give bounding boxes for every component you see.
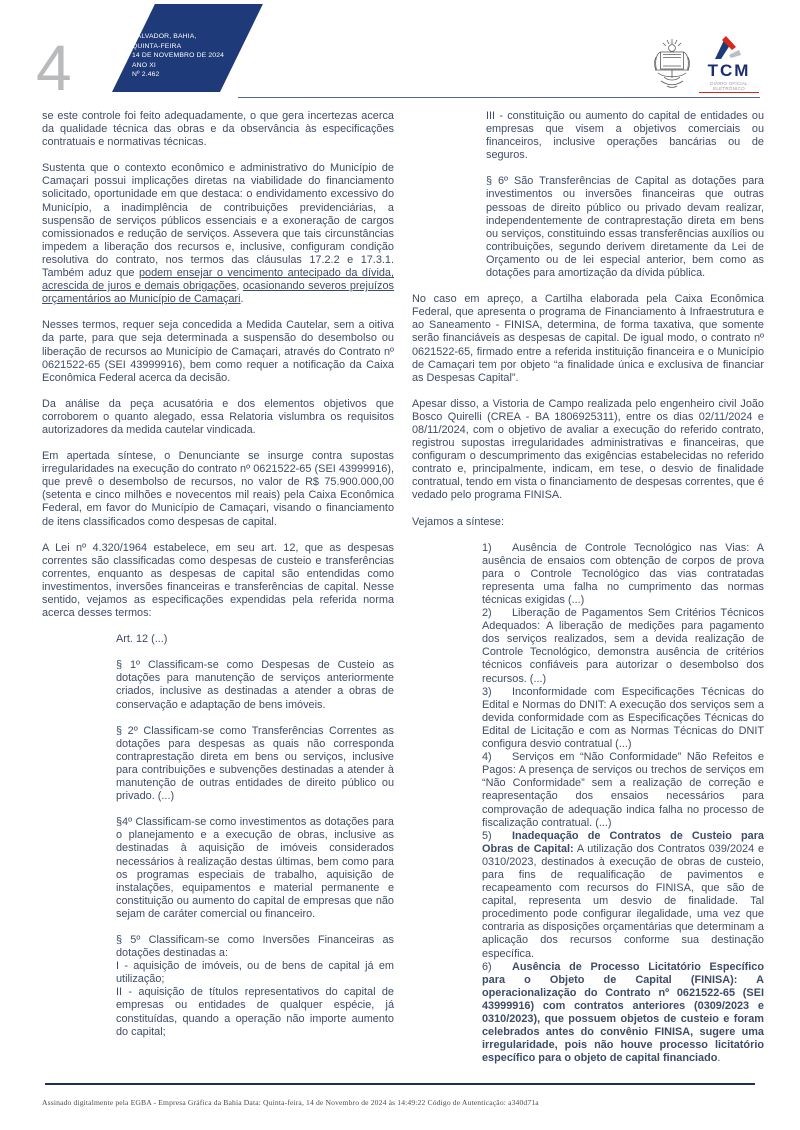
text-run: § 2º Classificam-se como Transferências Correntes as dotações para despesas as quais não corresponda contraprestação direta em bens ou serviços, inclusive para contribuições e subvenções destinadas a atender à manutenção de outras entidades de direito público ou privado. (...) <box>116 724 394 803</box>
text-run: Ausência de Controle Tecnológico nas Vias: A ausência de ensaios com obtenção de corpos de prova para o Controle Tecnológico das vias contratadas representa uma falha no cumprimento das normas técnicas exigidas (...) <box>482 541 764 606</box>
text-run: Da análise da peça acusatória e dos elementos objetivos que corroborem o quanto alegado, essa Relatoria vislumbra os requisitos autorizadores da medida cautelar vindicada. <box>42 397 394 436</box>
bahia-coat-of-arms-icon <box>651 37 693 92</box>
quote-block <box>412 175 764 280</box>
list-item <box>412 686 764 751</box>
text-run: Serviços em “Não Conformidade” Não Refeitos e Pagos: A presença de serviços ou trechos de serviços em “Não Conformidade” sem a realização de correção e reapresentação dos ensaios necessários para comprovação de adequação indica falha no processo de fiscalização contratual. (...) <box>482 751 764 829</box>
text-run: podem ensejar o vencimento antecipado da dívida, acrescida de juros e demais obrigações <box>42 267 394 293</box>
paragraph <box>412 293 764 385</box>
text-run: Nesses termos, requer seja concedida a Medida Cautelar, sem a oitiva da parte, para que seja determinada a suspensão do desembolso ou liberação de recursos ao Município de Camaçari, através do Contrato nº 0621522-65 (SEI 43999916), bem como requer a notificação da Caixa Econômica Federal acerca da decisão. <box>42 319 394 384</box>
tcm-subtitle: DIÁRIO OFICIAL ELETRÔNICO <box>699 81 759 94</box>
dateline-line: Nº 2.462 <box>132 71 160 79</box>
quote-block <box>42 816 394 921</box>
paragraph <box>42 450 394 529</box>
text-run: §4º Classificam-se como investimentos as dotações para o planejamento e a execução de obras, inclusive as destinadas à aquisição de imóveis considerados necessários à realização destas últimas, bem como para os programas especiais de trabalho, aquisição de instalações, equipamentos e material permanente e constituição ou aumento do capital de empresas que não sejam de caráter comercial ou financeiro. <box>116 816 394 920</box>
text-run: Liberação de Pagamentos Sem Critérios Técnicos Adequados: A liberação de medições para pagamento dos serviços realizados, sem a devida realização de Controle Tecnológico, demonstra ausência de critérios técnicos confiáveis para autorizar o desembolso dos recursos. (...) <box>482 607 764 685</box>
quote-block <box>42 934 394 960</box>
text-run: III - constituição ou aumento do capital de entidades ou empresas que visem a objetivos comerciais ou financeiros, inclusive operações bancárias ou de seguros. <box>486 110 764 162</box>
text-run: § 5º Classificam-se como Inversões Financeiras as dotações destinadas a: <box>116 933 394 960</box>
paragraph <box>42 319 394 384</box>
quote-block <box>412 110 764 162</box>
right-column <box>412 110 764 1065</box>
list-item-number: 4) <box>482 751 492 764</box>
text-run: II - aquisição de títulos representativos do capital de empresas ou entidades de qualquer espécie, já constituídas, quando a operação não importe aumento do capital; <box>116 986 394 1038</box>
quote-block <box>42 986 394 1038</box>
dateline-line: ANO XI <box>132 61 156 69</box>
paragraph <box>412 398 764 503</box>
text-run: No caso em apreço, a Cartilha elaborada pela Caixa Econômica Federal, que apresenta o programa de Financiamento à Infraestrutura e ao Saneamento - FINISA, determina, de forma taxativa, que somente serão financiáveis as despesas de capital. De igual modo, o contrato nº 0621522-65, firmado entre a referida instituição financeira e o Município de Camaçari tem por objeto “a finalidade única e exclusiva de financiar as Despesas Capital”. <box>412 293 764 384</box>
signature-line: Assinado digitalmente pela EGBA - Empresa Gráfica da Bahia Data: Quinta-feira, 14 de Novembro de 2024 às 14:49:22 Código de Autenticação: a340d71a <box>42 1098 539 1107</box>
tcm-logo-icon <box>714 36 744 61</box>
footer-divider <box>45 1083 755 1085</box>
text-run: . <box>240 293 244 306</box>
text-run: se este controle foi feito adequadamente, o que gera incertezas acerca da qualidade técnica das obras e da observância às especificações contratuais e normativas técnicas. <box>42 110 394 149</box>
list-item <box>412 961 764 1066</box>
dateline-line: SALVADOR, BAHIA, <box>132 33 197 40</box>
text-run: Inadequação de Contratos de Custeio para Obras de Capital: <box>482 829 764 855</box>
list-item-number: 6) <box>482 960 492 973</box>
paragraph <box>42 542 394 621</box>
text-run: § 1º Classificam-se como Despesas de Custeio as dotações para manutenção de serviços anteriormente criados, inclusive as destinadas a atender a obras de conservação e adaptação de bens imóveis. <box>116 659 394 711</box>
list-item <box>412 830 764 961</box>
left-column <box>42 110 394 1065</box>
paragraph <box>42 110 394 149</box>
text-run: , <box>236 280 243 293</box>
text-run: ocasionando severos prejuízos orçamentários ao Município de Camaçari <box>42 280 395 306</box>
tcm-wordmark: TCM <box>707 61 751 80</box>
text-run: Em apertada síntese, o Denunciante se insurge contra supostas irregularidades na execução do contrato nº 0621522-65 (SEI 43999916), que prevê o desembolso de recursos, no valor de R$ 75.900.000,00 (setenta e cinco milhões e novecentos mil reais) pela Caixa Econômica Federal, em favor do Município de Camaçari, visando o financiamento de itens classificados como despesas de capital. <box>42 450 394 528</box>
text-run: I - aquisição de imóveis, ou de bens de capital já em utilização; <box>116 960 394 986</box>
list-item <box>412 607 764 686</box>
paragraph <box>412 516 764 529</box>
paragraph <box>42 162 394 306</box>
quote-block <box>42 725 394 804</box>
text-run: Sustenta que o contexto econômico e administrativo do Município de Camaçari possui implicações diretas na viabilidade do financiamento solicitado, oportunidade em que destaca: o endividamento excessivo do Município, a inadimplência de contribuições previdenciárias, a suspensão de serviços públicos essenciais e a exoneração de cargos comissionados e redução de serviços. Assevera que tais circunstâncias impedem a liberação dos recursos e, inclusive, configuram condição resolutiva do contrato, nos termos das cláusulas 17.2.2 e 17.3.1. Também aduz que <box>42 162 394 280</box>
list-item-number: 2) <box>482 607 492 620</box>
quote-block <box>42 659 394 711</box>
text-run: Vejamos a síntese: <box>412 515 505 528</box>
text-run: Inconformidade com Especificações Técnicas do Edital e Normas do DNIT: A execução dos serviços sem a devida conformidade com as Especificações Técnicas do Edital de Licitação e com as Normas Técnicas do DNIT configura desvio contratual (...) <box>482 685 764 751</box>
date-banner-text <box>132 32 242 80</box>
header-divider <box>238 97 760 98</box>
text-run: Art. 12 (...) <box>116 633 168 646</box>
list-item-number: 1) <box>482 541 492 554</box>
tcm-logo <box>699 36 759 93</box>
text-run: A Lei nº 4.320/1964 estabelece, em seu art. 12, que as despesas correntes são classificadas como despesas de custeio e transferências correntes, enquanto as despesas de capital são entendidas como investimentos, inversões financeiras e transferências de capital. Nesse sentido, vejamos as especificações expendidas pela referida norma acerca desses termos: <box>42 541 394 620</box>
document-body <box>42 110 764 1065</box>
list-item-number: 3) <box>482 685 492 698</box>
dateline-line: QUINTA-FEIRA <box>132 42 182 50</box>
list-item <box>412 542 764 607</box>
paragraph <box>42 398 394 437</box>
text-run: A utilização dos Contratos 039/2024 e 0310/2023, destinados à execução de obras de custeio, para fins de requalificação de pavimentos e recapeamento com recursos do FINISA, que são de capital, representa um desvio de finalidade. Tal procedimento pode configurar ilegalidade, uma vez que contraria as disposições orçamentárias que determinam a aplicação dos recursos conforme sua destinação específica. <box>482 842 764 960</box>
list-item-number: 5) <box>482 829 492 842</box>
page-footer <box>42 1098 758 1107</box>
text-run: Ausência de Processo Licitatório Específico para o Objeto de Capital (FINISA): A operacionalização do Contrato nº 0621522-65 (SEI 43999916) com contratos anteriores (0309/2023 e 0310/2023), que possuem objetos de custeio e foram celebrados antes do convênio FINISA, sugere uma irregularidade, pois não houve processo licitatório específico para o objeto de capital financiado <box>482 960 764 1065</box>
page-number: 4 <box>36 32 72 104</box>
text-run: . <box>717 1052 721 1065</box>
list-item <box>412 751 764 830</box>
text-run: Apesar disso, a Vistoria de Campo realizada pelo engenheiro civil João Bosco Quirelli (CREA - BA 1806925311), entre os dias 02/11/2024 e 08/11/2024, com o objetivo de avaliar a execução do referido contrato, registrou supostas irregularidades administrativas e financeiras, que configuram o descumprimento das exigências estabelecidas no referido contrato e, principalmente, indicam, em tese, o desvio de finalidade contratual, tendo em vista o financiamento de despesas correntes, que é vedado pelo programa FINISA. <box>412 397 764 502</box>
quote-block <box>42 633 394 646</box>
quote-block <box>42 960 394 986</box>
text-run: § 6º São Transferências de Capital as dotações para investimentos ou inversões financeiras que outras pessoas de direito público ou privado devam realizar, independentemente de contraprestação direta em bens ou serviços, constituindo essas transferências auxílios ou contribuições, segundo derivem diretamente da Lei de Orçamento ou de lei especial anterior, bem como as dotações para amortização da dívida pública. <box>486 175 764 280</box>
dateline-line: 14 DE NOVEMBRO DE 2024 <box>132 52 225 60</box>
